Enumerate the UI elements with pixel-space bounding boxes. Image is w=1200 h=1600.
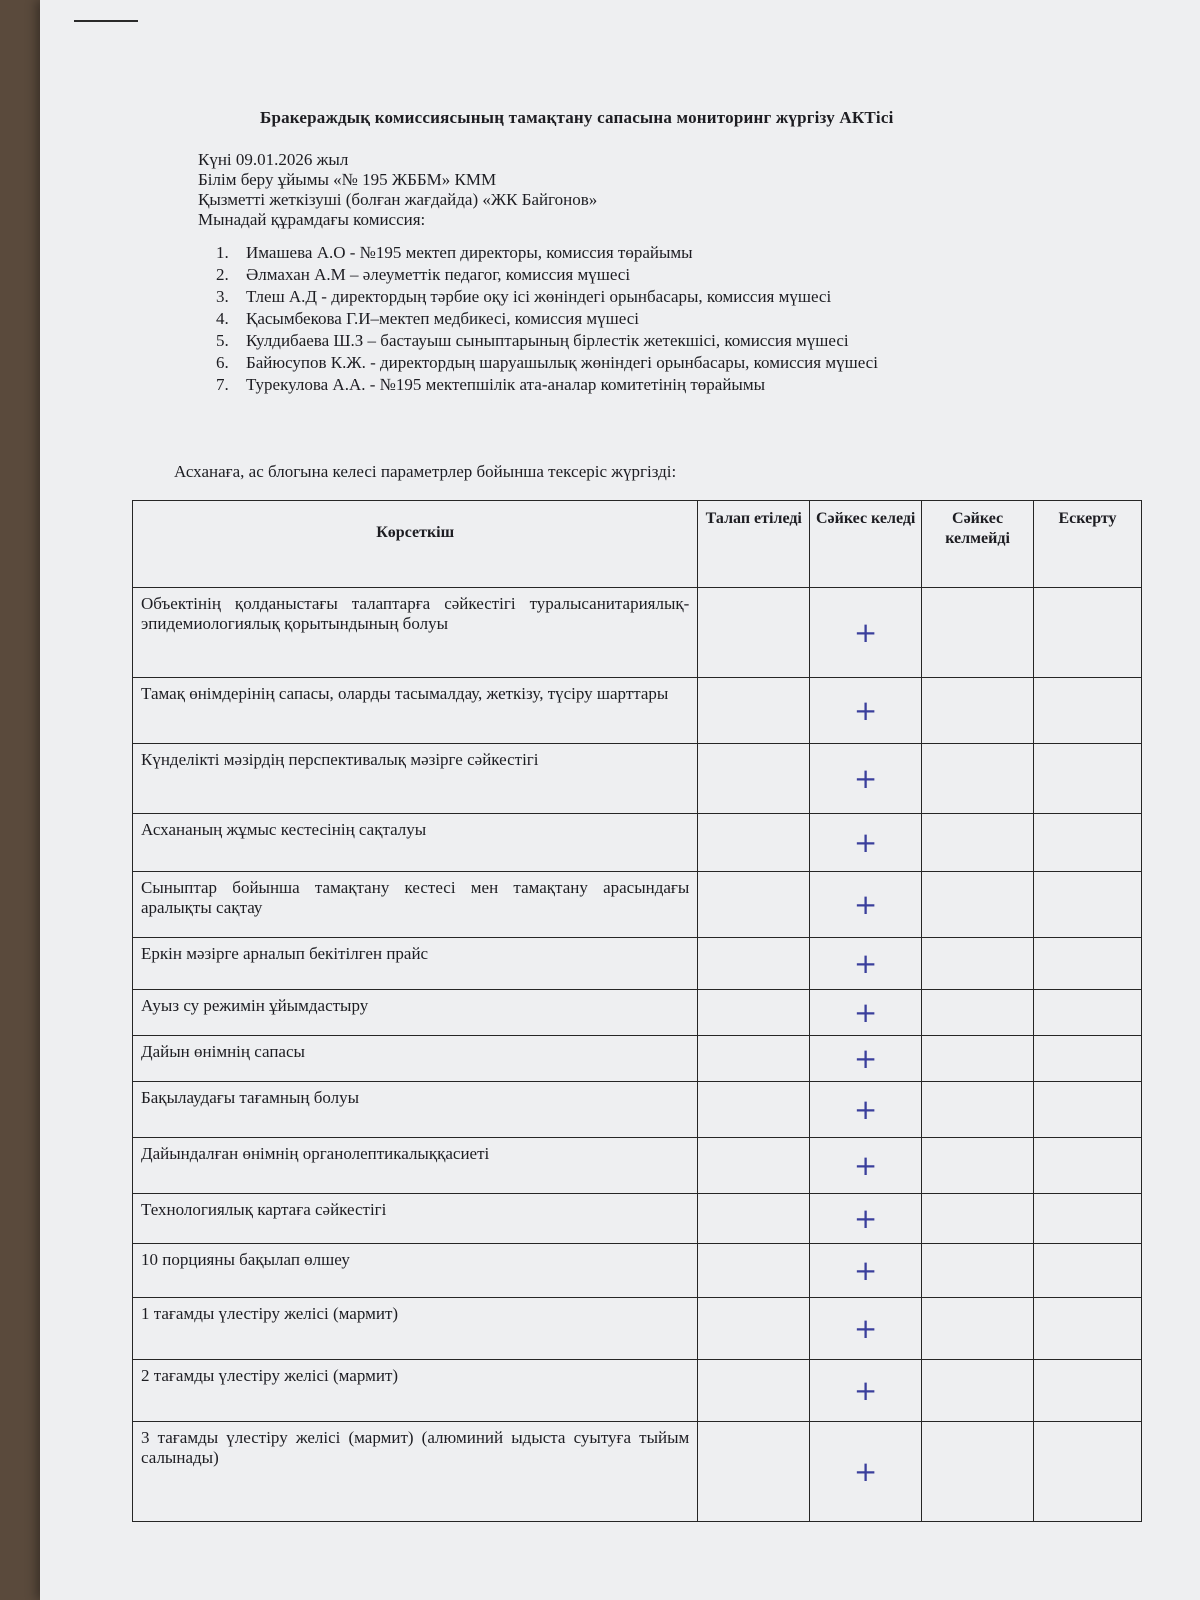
indicator-cell: Дайын өнімнің сапасы [133,1036,698,1082]
compliant-mark: + [810,1244,922,1298]
date-line: Күні 09.01.2026 жыл [198,150,349,169]
note-cell [1034,1082,1142,1138]
table-intro: Асханаға, ас блогына келесі параметрлер бойынша тексеріс жүргізді: [174,462,677,481]
indicator-cell: Ауыз су режимін ұйымдастыру [133,990,698,1036]
required-cell [698,872,810,938]
compliant-mark: + [810,1194,922,1244]
compliant-mark: + [810,1036,922,1082]
note-cell [1034,1298,1142,1360]
commission-member-list [216,242,878,396]
required-cell [698,1422,810,1522]
note-cell [1034,814,1142,872]
noncompliant-cell [922,1194,1034,1244]
indicator-cell: Бақылаудағы тағамның болуы [133,1082,698,1138]
table-row [133,678,1142,744]
header-note: Ескерту [1034,501,1142,588]
noncompliant-cell [922,1422,1034,1522]
commission-intro: Мынадай құрамдағы комиссия: [198,210,426,229]
note-cell [1034,1194,1142,1244]
noncompliant-cell [922,678,1034,744]
required-cell [698,744,810,814]
indicator-cell: Дайындалған өнімнің органолептикалыққасиеті [133,1138,698,1194]
table-row [133,588,1142,678]
member-item: 5. Кулдибаева Ш.З – бастауыш сыныптарының бірлестік жетекшісі, комиссия мүшесі [216,331,849,350]
indicator-cell: 1 тағамды үлестіру желісі (мармит) [133,1298,698,1360]
supplier-line: Қызметті жеткізуші (болған жағдайда) «ЖК Байгонов» [198,190,598,209]
table-row [133,1036,1142,1082]
header-required: Талап етіледі [698,501,810,588]
indicator-cell: Технологиялық картаға сәйкестігі [133,1194,698,1244]
indicator-cell: Тамақ өнімдерінің сапасы, оларды тасымалдау, жеткізу, түсіру шарттары [133,678,698,744]
table-row [133,1138,1142,1194]
indicator-cell: Сыныптар бойынша тамақтану кестесі мен тамақтану арасындағы аралықты сақтау [133,872,698,938]
note-cell [1034,1244,1142,1298]
compliant-mark: + [810,678,922,744]
document-page [40,0,1200,1600]
required-cell [698,814,810,872]
header-indicator: Көрсеткіш [133,501,698,588]
noncompliant-cell [922,1138,1034,1194]
note-cell [1034,744,1142,814]
note-cell [1034,1422,1142,1522]
note-cell [1034,1360,1142,1422]
organization-line: Білім беру ұйымы «№ 195 ЖББМ» КММ [198,170,497,189]
compliant-mark: + [810,588,922,678]
inspection-table [132,500,1142,1522]
required-cell [698,990,810,1036]
note-cell [1034,1138,1142,1194]
table-row [133,1194,1142,1244]
compliant-mark: + [810,1360,922,1422]
table-row [133,1298,1142,1360]
member-item: 7. Турекулова А.А. - №195 мектепшілік ата-аналар комитетінің төрайымы [216,375,766,394]
noncompliant-cell [922,990,1034,1036]
table-row [133,1244,1142,1298]
noncompliant-cell [922,1360,1034,1422]
member-item: 1. Имашева А.О - №195 мектеп директоры, комиссия төрайымы [216,243,693,262]
required-cell [698,678,810,744]
indicator-cell: 10 порцияны бақылап өлшеу [133,1244,698,1298]
required-cell [698,1138,810,1194]
required-cell [698,588,810,678]
required-cell [698,1244,810,1298]
required-cell [698,938,810,990]
table-row [133,814,1142,872]
table-header-row [133,501,1142,588]
noncompliant-cell [922,588,1034,678]
compliant-mark: + [810,1082,922,1138]
table-row [133,990,1142,1036]
indicator-cell: Асхананың жұмыс кестесінің сақталуы [133,814,698,872]
note-cell [1034,678,1142,744]
indicator-cell: 3 тағамды үлестіру желісі (мармит) (алюминий ыдыста суытуға тыйым салынады) [133,1422,698,1522]
compliant-mark: + [810,1422,922,1522]
indicator-cell: 2 тағамды үлестіру желісі (мармит) [133,1360,698,1422]
noncompliant-cell [922,744,1034,814]
compliant-mark: + [810,1138,922,1194]
table-row [133,1422,1142,1522]
indicator-cell: Еркін мәзірге арналып бекітілген прайс [133,938,698,990]
required-cell [698,1036,810,1082]
noncompliant-cell [922,1244,1034,1298]
note-cell [1034,938,1142,990]
table-row [133,1082,1142,1138]
noncompliant-cell [922,938,1034,990]
required-cell [698,1194,810,1244]
indicator-cell: Объектінің қолданыстағы талаптарға сәйкестігі туралысанитариялық-эпидемиологиялық қорытындының болуы [133,588,698,678]
note-cell [1034,1036,1142,1082]
note-cell [1034,990,1142,1036]
compliant-mark: + [810,872,922,938]
table-row [133,744,1142,814]
noncompliant-cell [922,872,1034,938]
compliant-mark: + [810,990,922,1036]
member-item: 4. Қасымбекова Г.И–мектеп медбикесі, комиссия мүшесі [216,309,639,328]
member-item: 2. Әлмахан А.М – әлеуметтік педагог, комиссия мүшесі [216,265,631,284]
table-row [133,938,1142,990]
compliant-mark: + [810,814,922,872]
compliant-mark: + [810,938,922,990]
required-cell [698,1298,810,1360]
noncompliant-cell [922,814,1034,872]
table-row [133,872,1142,938]
document-title: Бракераждық комиссиясының тамақтану сапасына мониторинг жүргізу АКТісі [260,108,894,127]
member-item: 6. Байюсупов К.Ж. - директордың шаруашылық жөніндегі орынбасары, комиссия мүшесі [216,353,878,372]
header-noncompliant: Сәйкес келмейді [922,501,1034,588]
document-meta [198,150,597,230]
corner-dash-mark [74,20,138,22]
note-cell [1034,872,1142,938]
member-item: 3. Тлеш А.Д - директордың тәрбие оқу ісі жөніндегі орынбасары, комиссия мүшесі [216,287,832,306]
indicator-cell: Күнделікті мәзірдің перспективалық мәзірге сәйкестігі [133,744,698,814]
noncompliant-cell [922,1036,1034,1082]
noncompliant-cell [922,1298,1034,1360]
required-cell [698,1360,810,1422]
note-cell [1034,588,1142,678]
compliant-mark: + [810,744,922,814]
noncompliant-cell [922,1082,1034,1138]
header-compliant: Сәйкес келеді [810,501,922,588]
required-cell [698,1082,810,1138]
table-row [133,1360,1142,1422]
compliant-mark: + [810,1298,922,1360]
